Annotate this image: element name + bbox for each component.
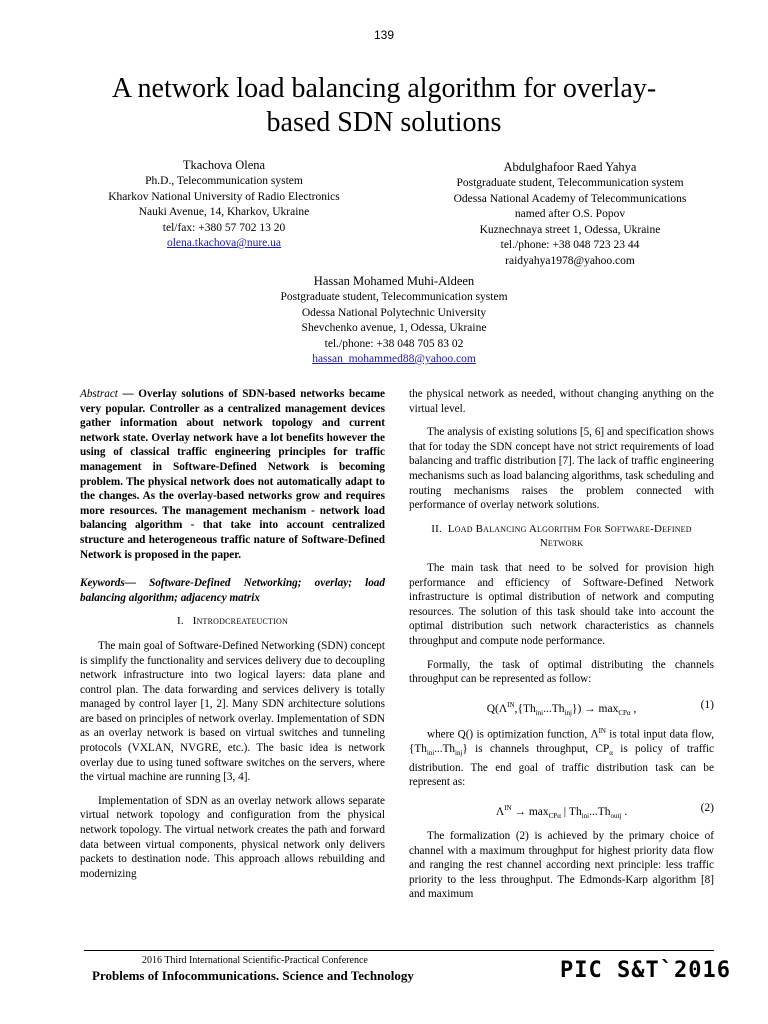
paragraph: Implementation of SDN as an overlay network allows separate virtual network topology and configuration from the physical network topology. The virtual network creates the path and forward data between virtual components, physical network only delivers packets to destination node. This approach allows rebuilding and modernizing bbox=[80, 794, 385, 880]
paragraph: The formalization (2) is achieved by the primary choice of channel with a maximum throughput for highest priority data flow and ranging the rest channel according next principle: less traffic priority to the less throughput. The Edmonds-Karp algorithm [8] and maximum bbox=[409, 830, 714, 901]
abstract-text: Overlay solutions of SDN-based networks became very popular. Controller as a centralized management devices gather information about network topology and current network state. Overlay network have a lot benefits however the using of classical traffic engineering principles for traffic management in Software-Defined Network is becoming problem. The physical network does not automatically adapt to the changes. As the overlay-based networks grow and requires more resources. The management mechanism - network load balancing algorithm - that take into account centralized structure and heterogeneous traffic nature of Software-Defined Network is proposed in the paper. bbox=[80, 388, 385, 561]
equation-1-number: (1) bbox=[700, 698, 714, 711]
paper-title: A network load balancing algorithm for overlay-based SDN solutions bbox=[111, 73, 657, 138]
equation-2-number: (2) bbox=[700, 802, 714, 815]
page-number: 139 bbox=[373, 28, 395, 42]
author-block-3 bbox=[244, 273, 544, 368]
author-line: Odessa National Academy of Telecommunications bbox=[453, 192, 687, 205]
author-line: Nauki Avenue, 14, Kharkov, Ukraine bbox=[138, 206, 310, 218]
author-name: Abdulghafoor Raed Yahya bbox=[503, 160, 637, 174]
left-column bbox=[80, 387, 385, 890]
author-email: raidyahya1978@yahoo.com bbox=[505, 254, 635, 267]
paragraph: Formally, the task of optimal distributing the channels throughput can be represented as follow: bbox=[409, 658, 714, 686]
author-name: Hassan Mohamed Muhi-Aldeen bbox=[313, 274, 475, 288]
equation-2 bbox=[409, 799, 714, 821]
author-line: named after O.S. Popov bbox=[514, 208, 626, 220]
author-line: tel./phone: +38 048 723 23 44 bbox=[500, 239, 640, 251]
equation-1-body: $Q(\Lambda^{IN},\{Th_{ini}...Th_{inj}\}) \to \max_{CP\alpha}$ , bbox=[486, 700, 637, 717]
paragraph: the physical network as needed, without changing anything on the virtual level. bbox=[409, 388, 714, 415]
footer-logo: PIC S&T`2016 bbox=[560, 958, 731, 983]
keywords-text: Software-Defined Networking; overlay; load balancing algorithm; adjacency matrix bbox=[80, 577, 385, 604]
keywords-label: Keywords— bbox=[80, 577, 136, 590]
author-line: Kuznechnaya street 1, Odessa, Ukraine bbox=[479, 223, 661, 236]
section-2-heading: II. Load Balancing Algorithm For Software-Defined Network bbox=[431, 522, 692, 550]
footer-journal: Problems of Infocommunications. Science and Technology bbox=[92, 968, 414, 983]
author-line: Odessa National Polytechnic University bbox=[301, 306, 487, 319]
paragraph: The main task that need to be solved for provision high performance and efficiency of Software-Defined Network infrastructure is optimal distribution of network and computing resources. The solution of this task should take into account the optimal distribution such network characteristics as channels throughput and compute node performance. bbox=[409, 561, 714, 647]
author-line: tel./phone: +38 048 705 83 02 bbox=[324, 337, 464, 350]
keywords bbox=[80, 576, 385, 605]
equation-1 bbox=[409, 696, 714, 718]
author-line: Ph.D., Telecommunication system bbox=[145, 175, 303, 187]
paragraph: The main goal of Software-Defined Networking (SDN) concept is simplify the functionality and services delivery due to decoupling network infrastructure into two logical layers: data plane and control plan. The data forwarding and services delivery is totally managed by control layer [1, 2]. Many SDN architecture solutions are based on principles of network overlay. Implementation of SDN as an overlay network is based on virtual switches and tunneling protocols (VXLAN, NVGRE, etc.). The basic idea is network overlay due to using tuned software switches on the servers, where the virtual machine are running [3, 4]. bbox=[80, 639, 385, 784]
section-1-heading: I. Introdcreateuction bbox=[177, 615, 288, 628]
footer-conference: 2016 Third International Scientific-Practical Conference bbox=[142, 955, 368, 966]
author-line: Postgraduate student, Telecommunication system bbox=[280, 291, 508, 303]
author-block-2 bbox=[420, 159, 720, 269]
right-column bbox=[409, 387, 714, 911]
author-email-link[interactable]: olena.tkachova@nure.ua bbox=[166, 237, 282, 249]
equation-2-body: $\Lambda^{IN} \to \max_{CP\alpha}$ | $Th_{ini}...Th_{outj}$ . bbox=[495, 804, 628, 821]
author-line: tel/fax: +380 57 702 13 20 bbox=[162, 221, 286, 234]
abstract: Abstract — Overlay solutions of SDN-based networks became very popular. Controller as a centralized management devices gather information about network topology and current network state. Overlay network have a lot benefits however the using of classical traffic engineering principles for traffic management in Software-Defined Network is becoming problem. The physical network does not automatically adapt to the changes. As the overlay-based networks grow and requires more resources. The management mechanism - network load balancing algorithm - that take into account centralized structure and heterogeneous traffic nature of Software-Defined Network is proposed in the paper. bbox=[80, 388, 385, 561]
paragraph: The analysis of existing solutions [5, 6] and specification shows that for today the SDN concept have not strict requirements of load balancing and traffic distribution [7]. The lack of traffic engineering mechanisms such as load balancing algorithms, task scheduling and routing mechanisms raises the problem connected with performance of overlay network solutions. bbox=[409, 426, 714, 512]
author-line: Shevchenko avenue, 1, Odessa, Ukraine bbox=[301, 322, 487, 334]
author-line: Postgraduate student, Telecommunication system bbox=[456, 177, 684, 189]
author-name: Tkachova Olena bbox=[182, 158, 266, 172]
where-paragraph: where Q() is optimization function, $\Lambda^{IN}$ is total input data flow, $\{Th_{ini}...Th_{inj}\}$ is channels throughput, $CP_\alpha$ is policy of traffic distribution. The end goal of traffic distribution task can be represent as: bbox=[409, 726, 715, 789]
author-block-1 bbox=[84, 157, 364, 252]
author-line: Kharkov National University of Radio Electronics bbox=[108, 190, 340, 203]
footer-divider bbox=[84, 950, 714, 951]
author-email-link[interactable]: hassan_mohammed88@yahoo.com bbox=[312, 353, 476, 365]
abstract-label: Abstract bbox=[80, 388, 118, 400]
